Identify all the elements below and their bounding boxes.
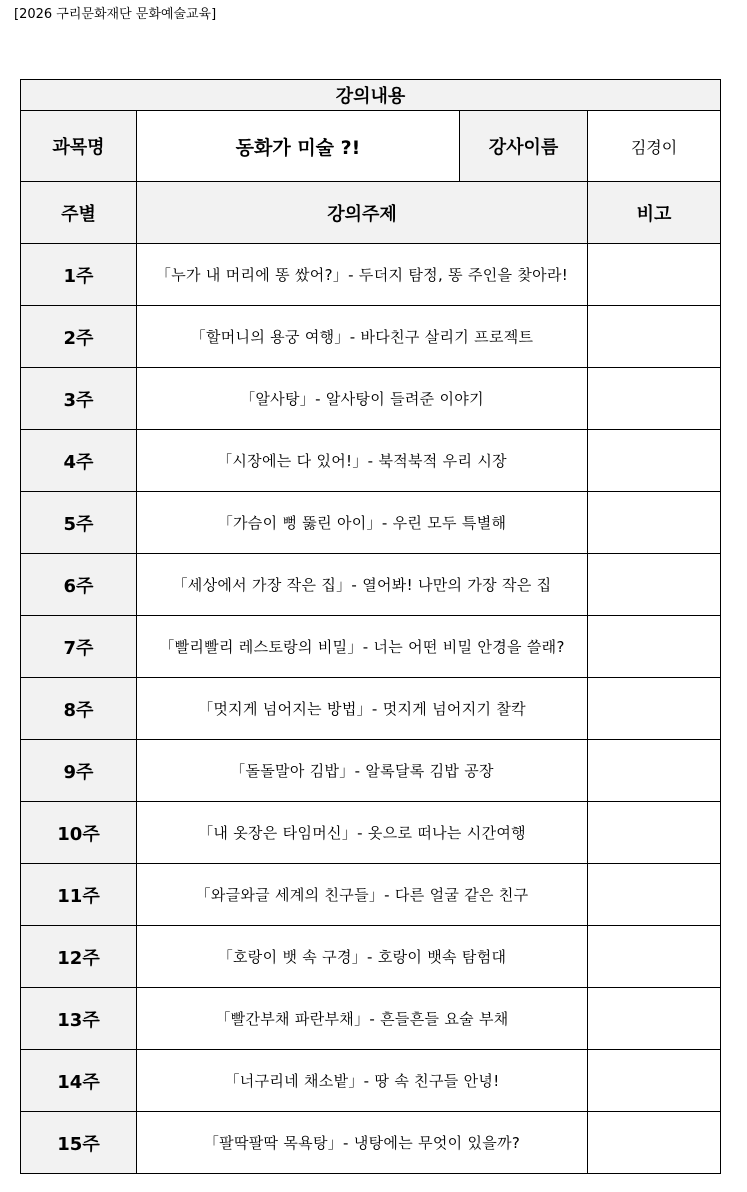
column-header-topic: 강의주제 [137,182,588,244]
table-row [21,492,721,554]
note-cell [588,492,721,554]
note-cell [588,244,721,306]
topic-cell: 「너구리네 채소밭」- 땅 속 친구들 안녕! [137,1050,588,1112]
table-row [21,554,721,616]
table-row [21,306,721,368]
topic-cell: 「빨간부채 파란부채」- 흔들흔들 요술 부채 [137,988,588,1050]
note-cell [588,802,721,864]
week-cell: 4주 [21,430,137,492]
topic-cell: 「시장에는 다 있어!」- 북적북적 우리 시장 [137,430,588,492]
week-cell: 3주 [21,368,137,430]
week-cell: 6주 [21,554,137,616]
week-cell: 8주 [21,678,137,740]
week-cell: 14주 [21,1050,137,1112]
note-cell [588,430,721,492]
table-title-row [21,80,721,111]
week-cell: 2주 [21,306,137,368]
topic-cell: 「호랑이 뱃 속 구경」- 호랑이 뱃속 탐험대 [137,926,588,988]
table-row [21,988,721,1050]
table-row [21,864,721,926]
table-row [21,740,721,802]
table-row [21,430,721,492]
note-cell [588,1112,721,1174]
table-row [21,368,721,430]
table-row [21,616,721,678]
week-cell: 11주 [21,864,137,926]
column-header-row [21,182,721,244]
document-header-note: [2026 구리문화재단 문화예술교육] [14,7,217,22]
topic-cell: 「와글와글 세계의 친구들」- 다른 얼굴 같은 친구 [137,864,588,926]
note-cell [588,368,721,430]
note-cell [588,740,721,802]
table-row [21,926,721,988]
topic-cell: 「가슴이 뻥 뚫린 아이」- 우린 모두 특별해 [137,492,588,554]
teacher-label: 강사이름 [460,111,588,182]
table-row [21,1112,721,1174]
week-cell: 15주 [21,1112,137,1174]
topic-cell: 「누가 내 머리에 똥 쌌어?」- 두더지 탐정, 똥 주인을 찾아라! [137,244,588,306]
table-row [21,244,721,306]
topic-cell: 「알사탕」- 알사탕이 들려준 이야기 [137,368,588,430]
week-cell: 10주 [21,802,137,864]
column-header-week: 주별 [21,182,137,244]
note-cell [588,1050,721,1112]
teacher-value: 김경이 [588,111,721,182]
note-cell [588,616,721,678]
week-cell: 9주 [21,740,137,802]
topic-cell: 「빨리빨리 레스토랑의 비밀」- 너는 어떤 비밀 안경을 쓸래? [137,616,588,678]
column-header-note: 비고 [588,182,721,244]
table-row [21,1050,721,1112]
topic-cell: 「팔딱팔딱 목욕탕」- 냉탕에는 무엇이 있을까? [137,1112,588,1174]
topic-cell: 「세상에서 가장 작은 집」- 열어봐! 나만의 가장 작은 집 [137,554,588,616]
course-info-row [21,111,721,182]
note-cell [588,678,721,740]
week-cell: 1주 [21,244,137,306]
week-cell: 7주 [21,616,137,678]
topic-cell: 「돌돌말아 김밥」- 알록달록 김밥 공장 [137,740,588,802]
subject-label: 과목명 [21,111,137,182]
topic-cell: 「내 옷장은 타임머신」- 옷으로 떠나는 시간여행 [137,802,588,864]
table-row [21,802,721,864]
week-cell: 13주 [21,988,137,1050]
note-cell [588,554,721,616]
week-cell: 5주 [21,492,137,554]
topic-cell: 「멋지게 넘어지는 방법」- 멋지게 넘어지기 찰칵 [137,678,588,740]
note-cell [588,864,721,926]
table-row [21,678,721,740]
note-cell [588,306,721,368]
syllabus-table [20,79,721,1174]
week-cell: 12주 [21,926,137,988]
subject-value: 동화가 미술 ?! [137,111,460,182]
table-title: 강의내용 [21,80,721,111]
topic-cell: 「할머니의 용궁 여행」- 바다친구 살리기 프로젝트 [137,306,588,368]
note-cell [588,988,721,1050]
note-cell [588,926,721,988]
